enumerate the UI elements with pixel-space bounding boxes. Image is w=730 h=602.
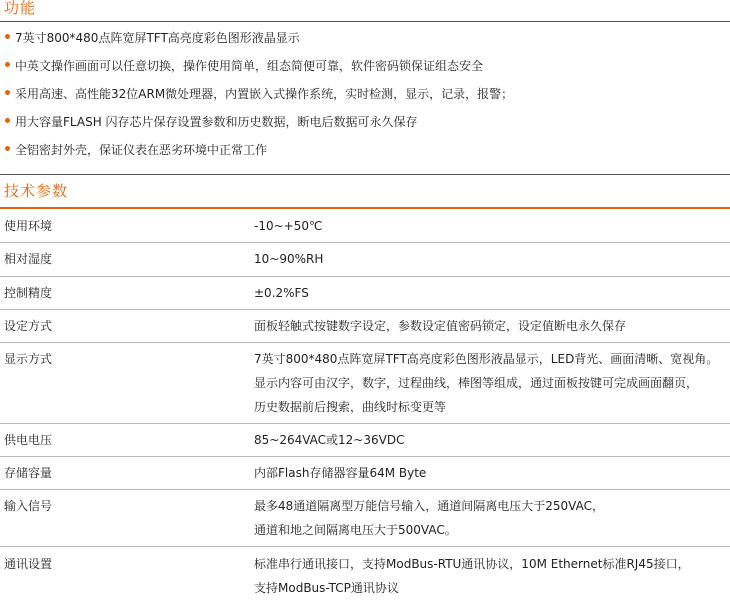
- specs-title: 技术参数: [4, 182, 69, 200]
- feature-item: [5, 30, 300, 46]
- spec-value-communication-line1: 标准串行通讯接口，支持ModBus-RTU通讯协议，10M Ethernet标准RJ45接口，: [254, 557, 690, 571]
- spec-value-input-line1: 最多48通道隔离型万能信号输入，通道间隔离电压大于250VAC，: [254, 499, 604, 513]
- row-divider: [0, 242, 730, 243]
- spec-value-communication-line2: 支持ModBus-TCP通讯协议: [254, 581, 399, 595]
- bullet-icon: [5, 118, 10, 123]
- feature-item: [5, 142, 267, 158]
- feature-text: 中英文操作画面可以任意切换，操作使用简单，组态简便可靠，软件密码锁保证组态安全: [15, 59, 484, 73]
- spec-value-accuracy: ±0.2%FS: [254, 286, 309, 300]
- feature-text: 7英寸800*480点阵宽屏TFT高亮度彩色图形液晶显示: [15, 31, 300, 45]
- spec-value-environment: -10~+50℃: [254, 219, 323, 233]
- features-title-divider: [0, 21, 730, 22]
- row-divider: [0, 309, 730, 310]
- bullet-icon: [5, 146, 10, 151]
- bullet-icon: [5, 34, 10, 39]
- spec-label-humidity: 相对湿度: [4, 252, 53, 266]
- specs-title-underline: [0, 207, 730, 209]
- spec-value-display-line1: 7英寸800*480点阵宽屏TFT高亮度彩色图形液晶显示，LED背光、画面清晰、宽视角。: [254, 352, 719, 366]
- row-divider: [0, 546, 730, 547]
- row-divider: [0, 342, 730, 343]
- feature-item: [5, 86, 513, 102]
- spec-label-storage: 存储容量: [4, 466, 53, 480]
- row-divider: [0, 489, 730, 490]
- row-divider: [0, 456, 730, 457]
- spec-label-communication: 通讯设置: [4, 557, 53, 571]
- spec-label-power: 供电电压: [4, 433, 53, 447]
- row-divider: [0, 276, 730, 277]
- spec-value-input-line2: 通道和地之间隔离电压大于500VAC。: [254, 523, 457, 537]
- spec-label-setting: 设定方式: [4, 319, 53, 333]
- spec-label-accuracy: 控制精度: [4, 286, 53, 300]
- feature-text: 用大容量FLASH 闪存芯片保存设置参数和历史数据，断电后数据可永久保存: [15, 115, 418, 129]
- spec-value-humidity: 10~90%RH: [254, 252, 324, 266]
- spec-value-display-line3: 历史数据前后搜索，曲线时标变更等: [254, 400, 447, 414]
- feature-text: 全铝密封外壳，保证仪表在恶劣环境中正常工作: [15, 143, 268, 157]
- spec-label-environment: 使用环境: [4, 219, 53, 233]
- spec-label-input: 输入信号: [4, 499, 53, 513]
- spec-value-storage: 内部Flash存储器容量64M Byte: [254, 466, 427, 480]
- spec-value-display-line2: 显示内容可由汉字，数字，过程曲线，棒图等组成，通过面板按键可完成画面翻页，: [254, 376, 699, 390]
- spec-label-display: 显示方式: [4, 352, 53, 366]
- row-divider: [0, 423, 730, 424]
- bullet-icon: [5, 62, 10, 67]
- feature-text: 采用高速、高性能32位ARM微处理器，内置嵌入式操作系统，实时检测，显示，记录，报警；: [15, 87, 514, 101]
- spec-value-setting: 面板轻触式按键数字设定，参数设定值密码锁定，设定值断电永久保存: [254, 319, 627, 333]
- features-title: 功能: [4, 0, 37, 17]
- specs-top-divider: [0, 174, 730, 175]
- bullet-icon: [5, 90, 10, 95]
- feature-item: [5, 58, 483, 74]
- spec-value-power: 85~264VAC或12~36VDC: [254, 433, 405, 447]
- feature-item: [5, 114, 418, 130]
